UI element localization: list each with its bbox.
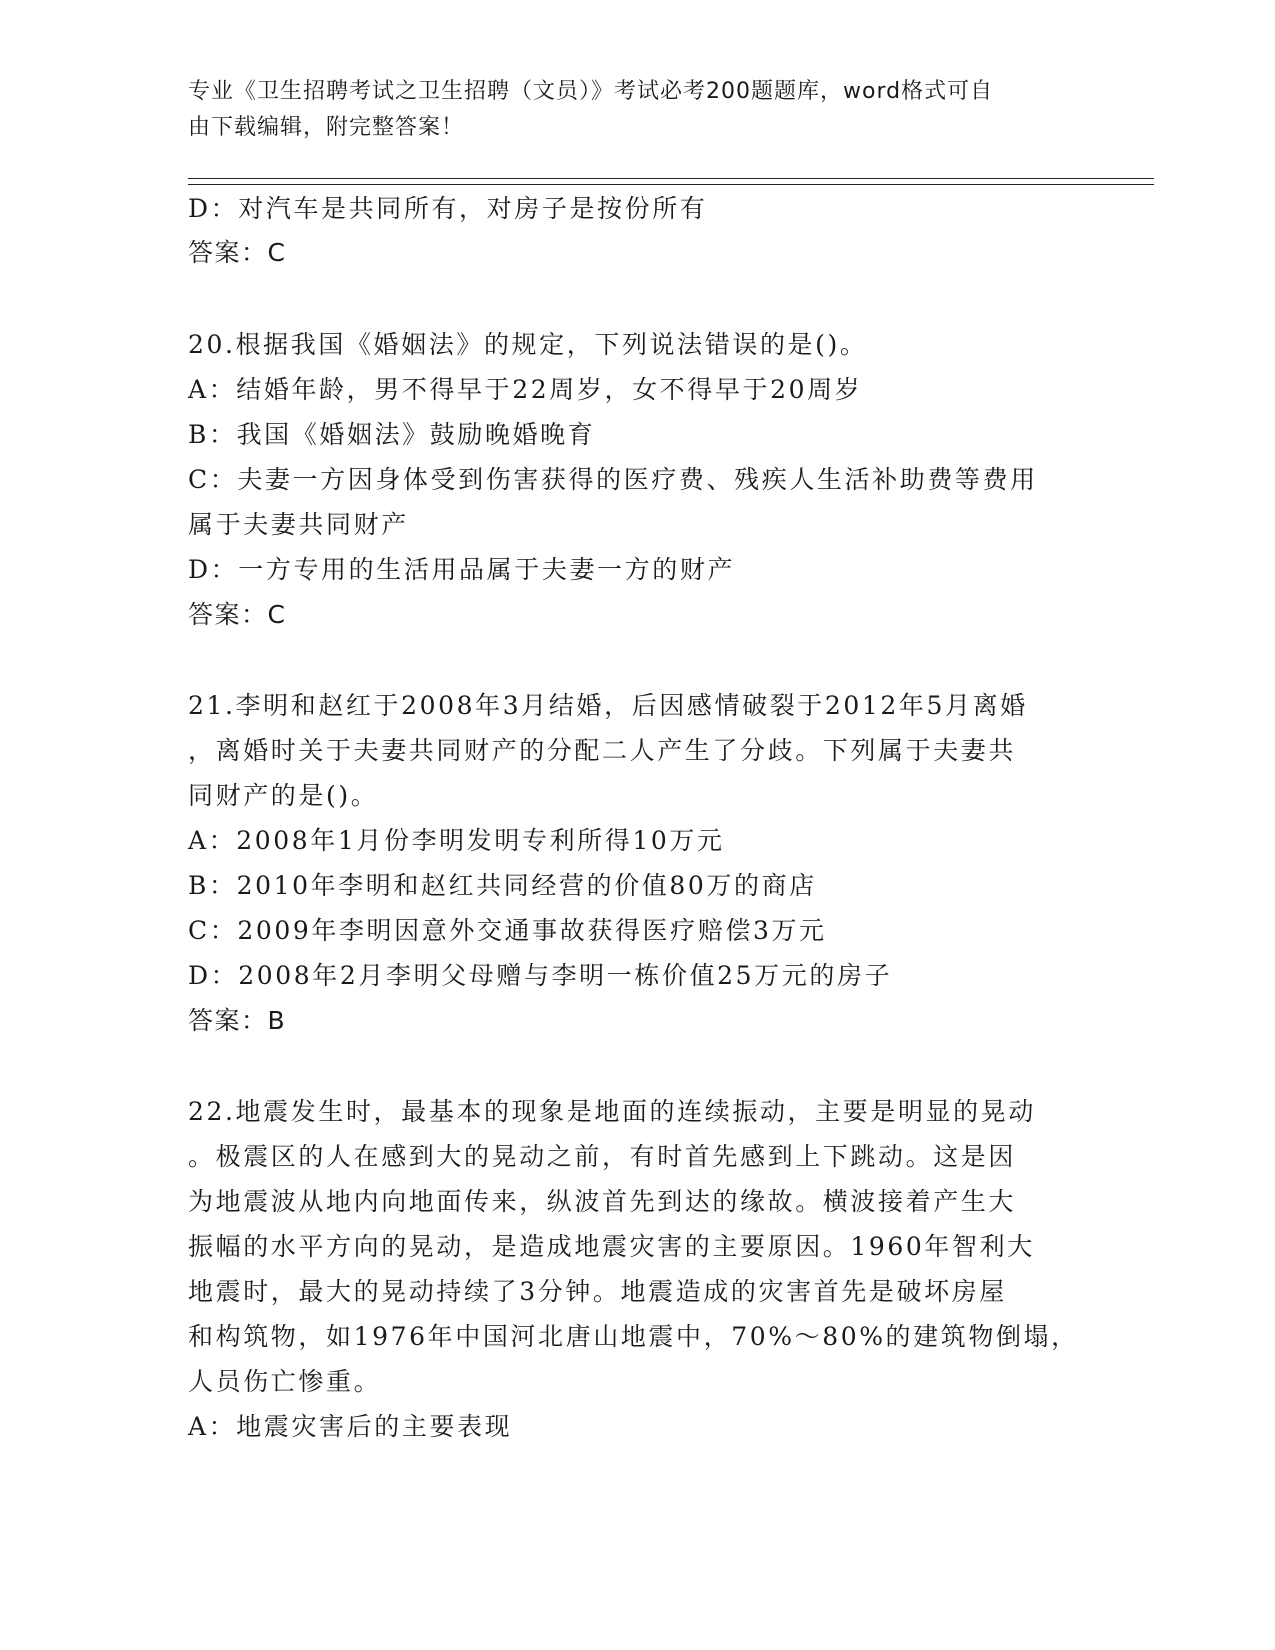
q22-stem-line-2: 。极震区的人在感到大的晃动之前，有时首先感到上下跳动。这是因 xyxy=(188,1142,1017,1171)
q20-option-d: D：一方专用的生活用品属于夫妻一方的财产 xyxy=(188,555,736,584)
q22-stem-line-7: 人员伤亡惨重。 xyxy=(188,1367,382,1396)
q21-answer: 答案：B xyxy=(188,1006,287,1035)
prev-answer: 答案：C xyxy=(188,238,287,267)
q22-stem-line-3: 为地震波从地内向地面传来，纵波首先到达的缘故。横波接着产生大 xyxy=(188,1187,1017,1216)
q22-stem-line-6: 和构筑物，如1976年中国河北唐山地震中，70%～80%的建筑物倒塌， xyxy=(188,1322,1079,1351)
q22-stem-line-5: 地震时，最大的晃动持续了3分钟。地震造成的灾害首先是破坏房屋 xyxy=(188,1277,1007,1306)
q20-option-b: B：我国《婚姻法》鼓励晚婚晚育 xyxy=(188,420,596,449)
header-rule-bottom xyxy=(188,184,1154,185)
q21-option-c: C：2009年李明因意外交通事故获得医疗赔偿3万元 xyxy=(188,916,827,945)
q21-stem-line-3: 同财产的是()。 xyxy=(188,781,379,810)
document-header xyxy=(188,74,1068,146)
header-line-1: 专业《卫生招聘考试之卫生招聘（文员）》考试必考200题题库，word格式可自 xyxy=(188,79,994,104)
q22-stem-line-4: 振幅的水平方向的晃动，是造成地震灾害的主要原因。1960年智利大 xyxy=(188,1232,1035,1261)
prev-option-d: D：对汽车是共同所有，对房子是按份所有 xyxy=(188,194,708,223)
q22-option-a: A：地震灾害后的主要表现 xyxy=(188,1412,513,1441)
q20-option-c-line-2: 属于夫妻共同财产 xyxy=(188,510,409,539)
header-line-2: 由下载编辑，附完整答案！ xyxy=(188,115,465,140)
q20-stem: 20.根据我国《婚姻法》的规定，下列说法错误的是()。 xyxy=(188,330,868,359)
q21-option-b: B：2010年李明和赵红共同经营的价值80万的商店 xyxy=(188,871,817,900)
q21-stem-line-2: ，离婚时关于夫妻共同财产的分配二人产生了分歧。下列属于夫妻共 xyxy=(188,736,1017,765)
q20-option-a: A：结婚年龄，男不得早于22周岁，女不得早于20周岁 xyxy=(188,375,863,404)
q21-stem-line-1: 21.李明和赵红于2008年3月结婚，后因感情破裂于2012年5月离婚 xyxy=(188,691,1028,720)
q20-option-c-line-1: C：夫妻一方因身体受到伤害获得的医疗费、残疾人生活补助费等费用 xyxy=(188,465,1038,494)
q21-option-d: D：2008年2月李明父母赠与李明一栋价值25万元的房子 xyxy=(188,961,893,990)
q21-option-a: A：2008年1月份李明发明专利所得10万元 xyxy=(188,826,725,855)
q20-answer: 答案：C xyxy=(188,600,287,629)
header-rule-top xyxy=(188,178,1154,179)
q22-stem-line-1: 22.地震发生时，最基本的现象是地面的连续振动，主要是明显的晃动 xyxy=(188,1097,1036,1126)
